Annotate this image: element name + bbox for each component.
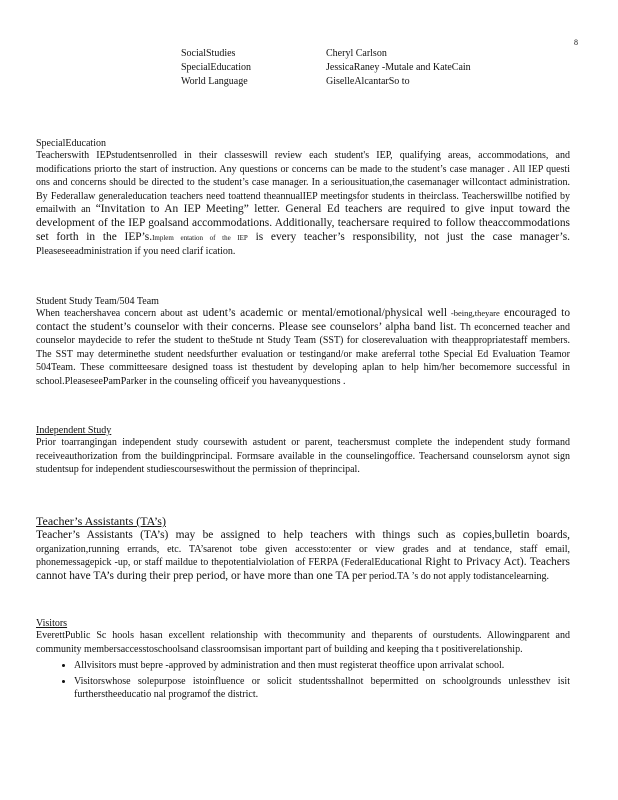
visitors-title: Visitors	[36, 618, 68, 629]
independent-study-section	[36, 425, 570, 477]
teachers-assistants-text-2: organization,running errands, etc. TA’sarenot tobe given accessto:enter or view grades and at tendance, staff email, phonemessagepick -up, or staff maildue to thepotentialviolation of FERPA (FederalEducational	[36, 543, 570, 569]
list-item: • Visitorswhose solepurpose istoinfluence or solicit studentsshallnot bepermitted on schoolgrounds unlessthev isit furtherstheeducatio nal programof the district.	[74, 675, 570, 702]
contact-subject: SocialStudies	[181, 48, 236, 59]
teachers-assistants-text-3: Right to Privacy Act). Teachers cannot have TA’s during their prep period, or have more than one TA per	[36, 556, 570, 582]
sst-text-1: When teachershavea concern about ast	[36, 308, 199, 319]
contact-names: Cheryl Carlson	[326, 48, 387, 59]
contact-subject: World Language	[181, 76, 248, 87]
special-education-title: SpecialEducation	[36, 138, 106, 149]
special-education-text-2: “Invitation to An IEP Meeting” letter. General Ed teachers are required to give input toward the development of the IEP goalsand accommodations. Additionally, teachersare required to follow theaccommodations set forth in the IEP’s.	[36, 203, 570, 243]
sst-title: Student Study Team/504 Team	[36, 296, 159, 307]
contact-names: JessicaRaney -Mutale and KateCain	[326, 62, 471, 73]
teachers-assistants-text-1: Teacher’s Assistants (TA’s) may be assigned to help teachers with things such as copies,bulletin boards,	[36, 529, 570, 541]
sst-section	[36, 296, 570, 389]
sst-text-3: -being,theyare	[447, 308, 500, 318]
teachers-assistants-section	[36, 514, 570, 583]
special-education-text-4: is every teacher’s responsibility, not just the case manager’s.	[247, 230, 570, 243]
sst-text-5: Th econcerned teacher and counselor maydecide to refer the student to theStude nt Study Team (SST) for closerevaluation with theappropriatestaff members. The SST may determinethe student needsfurther evaluation or testingand/or make areferral tothe Special Ed Evaluation Teamor 504Team. These committeesare designed toass ist thestudent by developing aplan to help him/her becomemore successful in school.PleaseseePamParker in the counseling officeif you haveanyquestions .	[36, 321, 570, 387]
sst-text-4: encouraged to contact the student’s counselor with their concerns. Please see counselors’ alpha band list.	[36, 307, 571, 333]
visitors-section	[36, 618, 570, 704]
contact-row	[181, 47, 471, 61]
independent-study-title: Independent Study	[36, 425, 112, 436]
contact-row	[181, 75, 471, 89]
sst-text	[36, 307, 570, 389]
list-item: • Allvisitors must bepre -approved by administration and then must registerat theoffice upon arrivalat school.	[74, 659, 570, 673]
special-education-text-3: Implem entation of the IEP	[152, 233, 248, 242]
page-number: 8	[574, 38, 578, 47]
teachers-assistants-text-4: period.TA ’s do not apply todistancelearning.	[369, 570, 550, 582]
contact-subject: SpecialEducation	[181, 62, 251, 73]
special-education-section	[36, 138, 570, 259]
sst-text-2: udent’s academic or mental/emotional/physical well	[198, 307, 447, 319]
contact-row	[181, 61, 471, 75]
special-education-text-5: Pleaseseeadministration if you need clarif ication.	[36, 246, 236, 258]
special-education-text	[36, 149, 570, 259]
visitors-text: EverettPublic Sc hools hasan excellent relationship with thecommunity and theparents of ourstudents. Allowingparent and community membersaccesstoschoolsand classroomsisan important part of building and keeping tha t positiverelationship.	[36, 630, 570, 655]
independent-study-text: Prior toarrangingan independent study coursewith astudent or parent, teachersmust complete the independent study formand receiveauthorization from the buildingprincipal. Formsare available in the counselingoffice. Teachersand counselorsm aynot sign studentsup for independent studiescourseswithout the permission of theprincipal.	[36, 437, 570, 476]
contact-names: GiselleAlcantarSo to	[326, 76, 410, 87]
visitors-bullet-list	[36, 659, 570, 702]
contacts-list	[181, 47, 471, 89]
teachers-assistants-title: Teacher’s Assistants (TA’s)	[36, 514, 166, 528]
special-education-text-1: Teacherswith IEPstudentsenrolled in their classeswill review each student's IEP, qualifying areas, accommodations, and modifications priorto the start of instruction. Any questions or concerns can be made to the student’s case manager . All IEP questi ons and concerns should be directed to the student’s case manager. In a seriousituation,the casemanager willcontact administration. By Federallaw generaleducation teachers need toattend theannualIEP meetingsfor students in theirclass. Teacherswillbe notified by emailwith an	[36, 150, 570, 216]
teachers-assistants-text	[36, 529, 570, 583]
